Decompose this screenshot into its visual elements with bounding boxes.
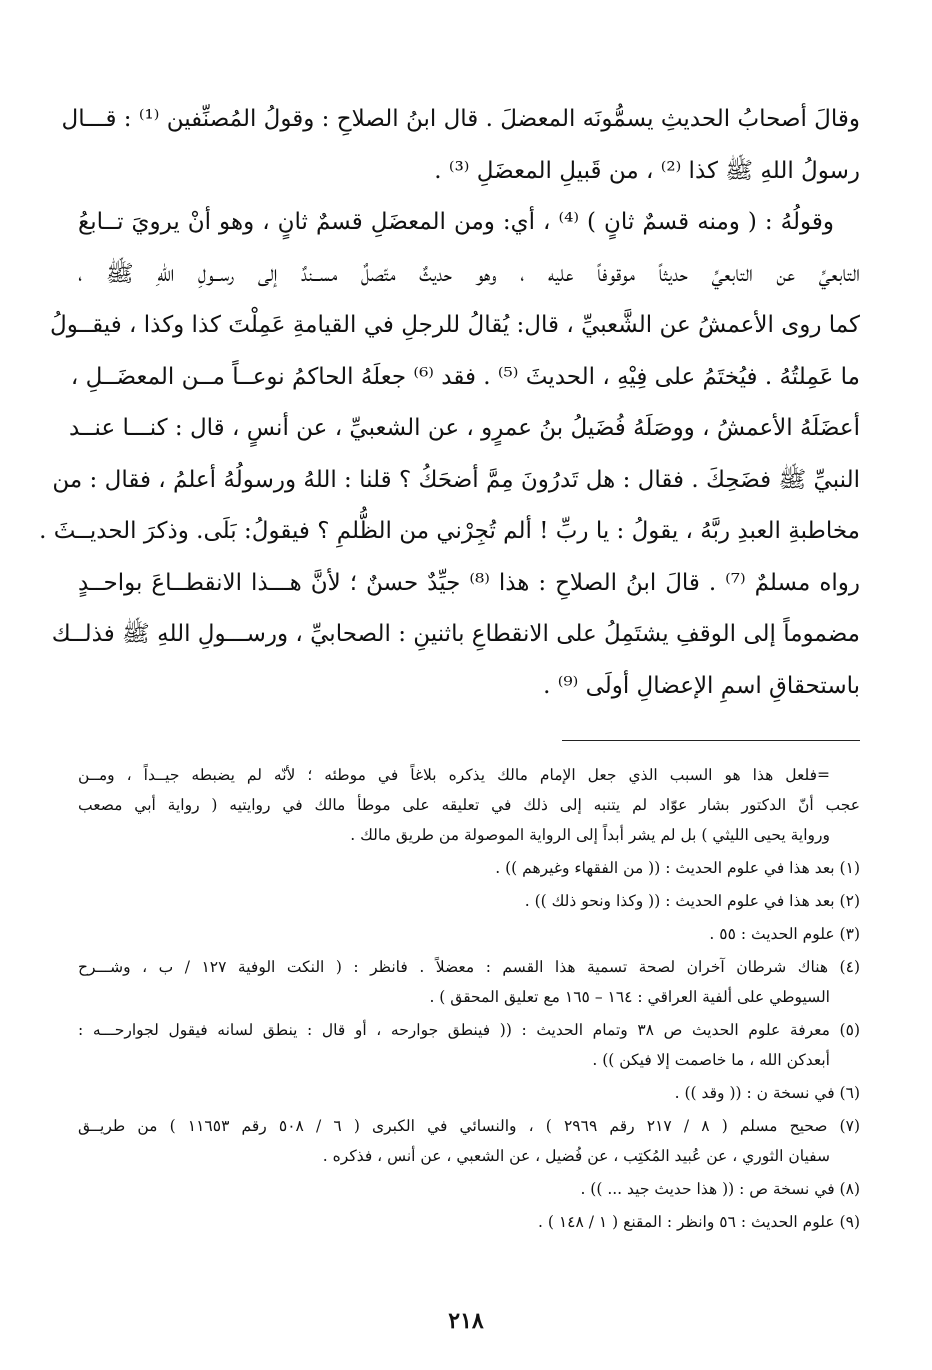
main-text-line: أعضَلَهُ الأعمشُ ، ووصَلَهُ فُضَيلُ بنُ عمرٍو ، عن الشعبيِّ ، عن أنسٍ ، قال : كنـــا عنــد bbox=[68, 415, 860, 441]
footnote-continuation-line: عجب أنّ الدكتور بشار عوّاد لم يتنبه إلى ذلك في تعليقه على موطأ مالك في روايتيه ( رواية أبي مصعب bbox=[78, 796, 860, 814]
footnote-6: (٦) في نسخة ن : (( وقد )) . bbox=[674, 1084, 860, 1102]
page-number: ٢١٨ bbox=[448, 1308, 484, 1334]
main-text-line: رواه مسلمٌ ⁽⁷⁾ . قالَ ابنُ الصلاحِ : هذا ⁽⁸⁾ جيِّدٌ حسنٌ ؛ لأنَّ هـــذا الانقطــاعَ بواحــدٍ bbox=[78, 569, 860, 596]
main-text-line: التابعيِّ عن التابعيِّ حديثاً موقوفاً عليه ، وهو حديثٌ متّصلٌ مســندٌ إلى رســولِ اللهِ ﷺ ، bbox=[78, 260, 860, 287]
main-text-line: ما عَمِلتُهُ . فيُختَمُ على فِيْهِ ، الحديثَ ⁽⁵⁾ . فقد ⁽⁶⁾ جعلَهُ الحاكمُ نوعــاً مــن المعضَــلِ ، bbox=[70, 363, 860, 390]
footnote-continuation-line: =فلعل هذا هو السبب الذي جعل الإمام مالك يذكره بلاغاً في موطئه ؛ لأنّه لم يضبطه جيــداً ، ومــن bbox=[78, 766, 830, 784]
footnotes-block bbox=[78, 760, 860, 1237]
main-text-line: النبيِّ ﷺ فضَحِكَ . فقال : هل تَدرُونَ مِمَّ أضحَكُ ؟ قلنا : اللهُ ورسولُهُ أعلمُ ، فقال : من bbox=[52, 466, 860, 493]
footnote-5: (٥) معرفة علوم الحديث ص ٣٨ وتمام الحديث : (( فينطق جوارحه ، أو قال : ينطق لسانه فيقول لجوارحـــه : bbox=[78, 1021, 860, 1039]
footnote-4: (٤) هناك شرطان آخران لصحة تسمية هذا القسم : معضلاً . فانظر : ( النكت الوفية ١٢٧ / ب ، وشـــرح bbox=[78, 958, 860, 976]
footnote-divider bbox=[562, 740, 860, 741]
main-text-line: كما روى الأعمشُ عن الشَّعبيِّ ، قال: يُقالُ للرجلِ في القيامةِ عَمِلْتَ كذا وكذا ، فيقــولُ bbox=[50, 312, 860, 338]
footnote-3: (٣) علوم الحديث : ٥٥ . bbox=[709, 925, 860, 943]
main-text-line: وقالَ أصحابُ الحديثِ يسمُّونَه المعضلَ . قال ابنُ الصلاحِ : وقولُ المُصنِّفين ⁽¹⁾ : قـــال bbox=[61, 106, 860, 132]
main-text-line: مضموماً إلى الوقفِ يشتَمِلُ على الانقطاعِ باثنينِ : الصحابيِّ ، ورســـولِ اللهِ ﷺ فذلــك bbox=[51, 621, 860, 647]
footnote-7-continuation: سفيان الثوري ، عن عُبيد المُكتِب ، عن فُضيل ، عن الشعبي ، عن أنس ، فذكره . bbox=[322, 1147, 830, 1165]
main-text-block bbox=[39, 94, 860, 712]
main-text-line: وقولُهُ : ( ومنه قسمٌ ثانٍ ) ⁽⁴⁾ ، أي: ومن المعضَلِ قسمٌ ثانٍ ، وهو أنْ يرويَ تــابعُ bbox=[78, 209, 834, 235]
main-text-line: باستحقاقِ اسمِ الإعضالِ أولَى ⁽⁹⁾ . bbox=[543, 672, 860, 699]
footnote-2: (٢) بعد هذا في علوم الحديث : (( وكذا ونحو ذلك )) . bbox=[524, 892, 860, 910]
footnote-9: (٩) علوم الحديث : ٥٦ وانظر : المقنع ( ١ / ١٤٨ ) . bbox=[538, 1213, 860, 1231]
footnote-4-continuation: السيوطي على ألفية العراقي : ١٦٤ – ١٦٥ مع تعليق المحقق ) . bbox=[429, 988, 830, 1006]
footnote-1: (١) بعد هذا في علوم الحديث : (( من الفقهاء وغيرهم )) . bbox=[495, 859, 860, 877]
footnote-7: (٧) صحيح مسلم ( ٨ / ٢١٧ رقم ٢٩٦٩ ) ، والنسائي في الكبرى ( ٦ / ٥٠٨ رقم ١١٦٥٣ ) من طريــق bbox=[78, 1117, 860, 1135]
main-text-line: رسولُ اللهِ ﷺ كذا ⁽²⁾ ، من قَبيلِ المعضَلِ ⁽³⁾ . bbox=[434, 157, 860, 184]
footnote-continuation-line: ورواية يحيى الليثي ) بل لم يشر أبداً إلى الرواية الموصولة من طريق مالك . bbox=[350, 826, 830, 844]
main-text-line: مخاطبةِ العبدِ ربَّهُ ، يقولُ : يا ربِّ ! ألم تُجِرْني من الظُّلمِ ؟ فيقولُ: بَلَى. وذكرَ الحديــثَ . bbox=[39, 518, 860, 544]
footnote-5-continuation: أبعدكن الله ، ما خاصمت إلا فيكن )) . bbox=[592, 1051, 830, 1069]
footnote-8: (٨) في نسخة ص : (( هذا حديث جيد ... )) . bbox=[580, 1180, 860, 1198]
